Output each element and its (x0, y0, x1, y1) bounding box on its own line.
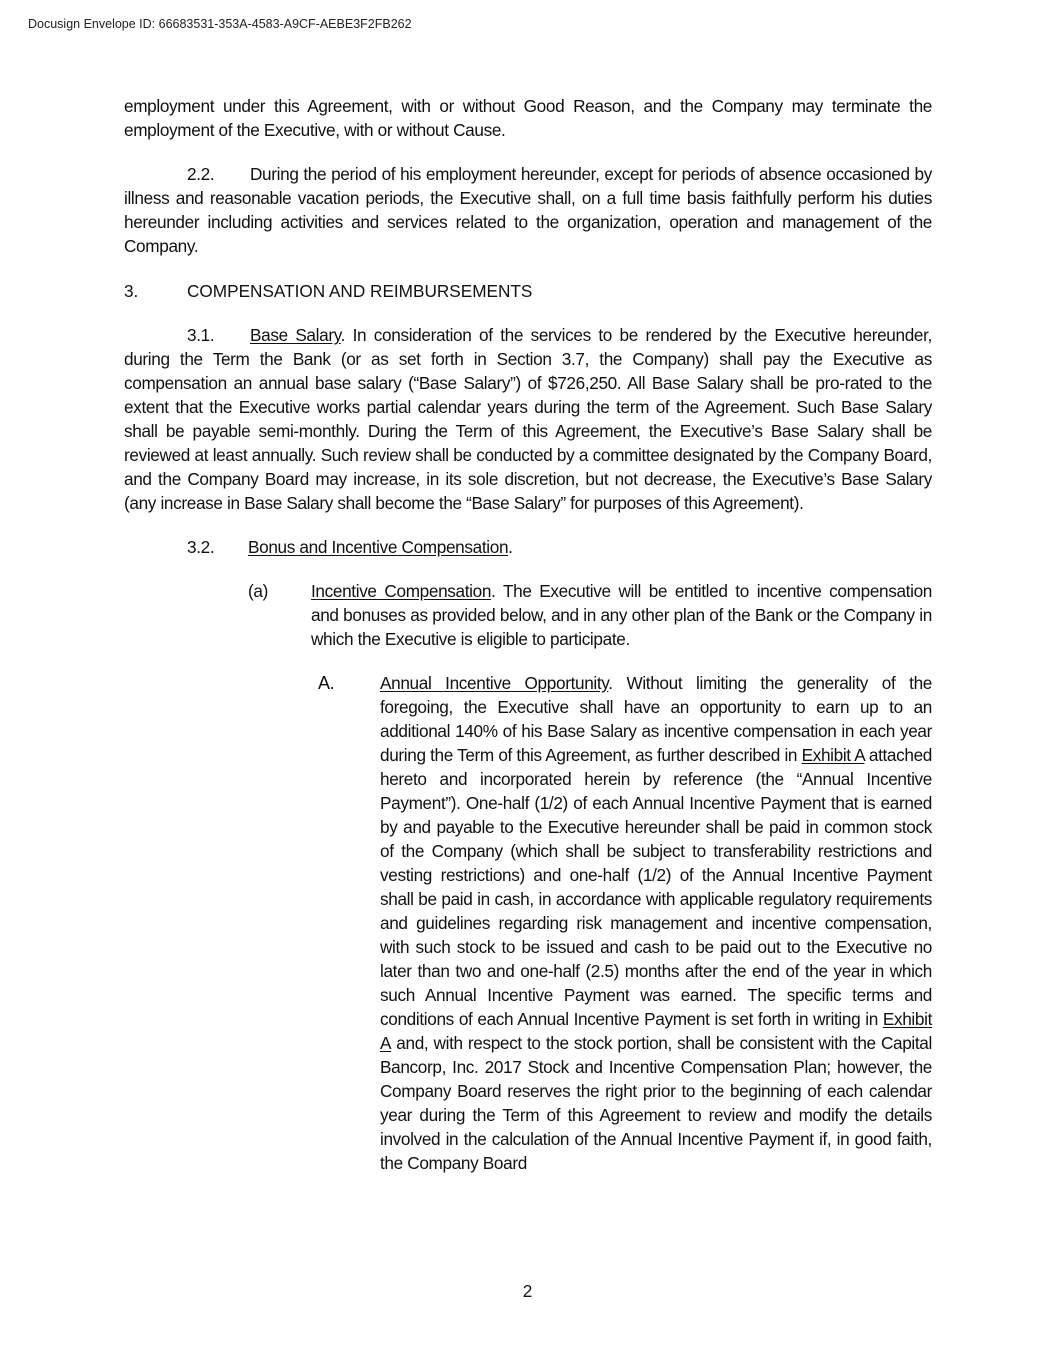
page-number: 2 (522, 1281, 533, 1301)
section-3-1-text: . In consideration of the services to be rendered by the Executive hereunder, during the Term the Bank (or as set forth in Section 3.7, the Company) shall pay the Executive as compensation an annual base salary (“Base Salary”) of $726,250. All Base Salary shall be pro-rated to the extent that the Executive works partial calendar years during the term of the Agreement. Such Base Salary shall be payable semi-monthly. During the Term of this Agreement, the Executive’s Base Salary shall be reviewed at least annually. Such review shall be conducted by a committee designated by the Company Board, and the Company Board may increase, in its sole discretion, but not decrease, the Executive’s Base Salary (any increase in Base Salary shall become the “Base Salary” for purposes of this Agreement). (124, 325, 932, 513)
section-3-heading (124, 279, 932, 303)
section-2-2-number: 2.2. (187, 164, 215, 184)
section-3-1-title: Base Salary (250, 325, 341, 345)
exhibit-a-reference-1: Exhibit A (801, 745, 865, 765)
item-A-label: A. (318, 673, 335, 693)
item-A-text-1: . Without limiting the generality of the foregoing, the Executive shall have an opportunity to earn up to an additional 140% of his Base Salary as incentive compensation in each year during the Term of this Agreement, as further described in (380, 673, 933, 765)
section-3-1 (124, 323, 932, 515)
item-a-title: Incentive Compensation (311, 581, 492, 601)
document-page (124, 94, 932, 1175)
item-A-text-2: attached hereto and incorporated herein by reference (the “Annual Incentive Payment”). One-half (1/2) of each Annual Incentive Payment that is earned by and payable to the Executive hereunder shall be paid in common stock of the Company (which shall be subject to transferability restrictions and vesting restrictions) and one-half (1/2) of the Annual Incentive Payment shall be paid in cash, in accordance with applicable regulatory requirements and guidelines regarding risk management and incentive compensation, with such stock to be issued and cash to be paid out to the Executive no later than two and one-half (2.5) months after the end of the year in which such Annual Incentive Payment was earned. The specific terms and conditions of each Annual Incentive Payment is set forth in writing in (380, 745, 932, 1029)
item-a-text: . The Executive will be entitled to incentive compensation and bonuses as provided below, and in any other plan of the Bank or the Company in which the Executive is eligible to participate. (311, 581, 932, 649)
section-3-title: COMPENSATION AND REIMBURSEMENTS (187, 281, 533, 301)
item-A-title: Annual Incentive Opportunity (380, 673, 609, 693)
item-A-text-3: and, with respect to the stock portion, shall be consistent with the Capital Bancorp, Inc. 2017 Stock and Incentive Compensation Plan; however, the Company Board reserves the right prior to the beginning of each calendar year during the Term of this Agreement to review and modify the details involved in the calculation of the Annual Incentive Payment if, in good faith, the Company Board (380, 1033, 932, 1173)
docusign-envelope-id: Docusign Envelope ID: 66683531-353A-4583-A9CF-AEBE3F2FB262 (28, 17, 412, 31)
intro-paragraph: employment under this Agreement, with or without Good Reason, and the Company may terminate the employment of the Executive, with or without Cause. (124, 96, 932, 140)
section-3-2-suffix: . (508, 537, 513, 557)
exhibit-a-reference-2: Exhibit A (380, 1009, 932, 1053)
section-3-2-title: Bonus and Incentive Compensation (248, 537, 509, 557)
section-2-2 (124, 162, 932, 258)
item-A (124, 671, 932, 1175)
section-3-number: 3. (124, 281, 139, 301)
section-3-2 (187, 535, 932, 559)
item-a-label: (a) (248, 581, 268, 601)
section-2-2-text: During the period of his employment hereunder, except for periods of absence occasioned by illness and reasonable vacation periods, the Executive shall, on a full time basis faithfully perform his duties hereunder including activities and services related to the organization, operation and management of the Company. (124, 164, 932, 256)
section-3-2-number: 3.2. (187, 537, 215, 557)
item-a (124, 579, 932, 651)
section-3-1-number: 3.1. (187, 325, 215, 345)
